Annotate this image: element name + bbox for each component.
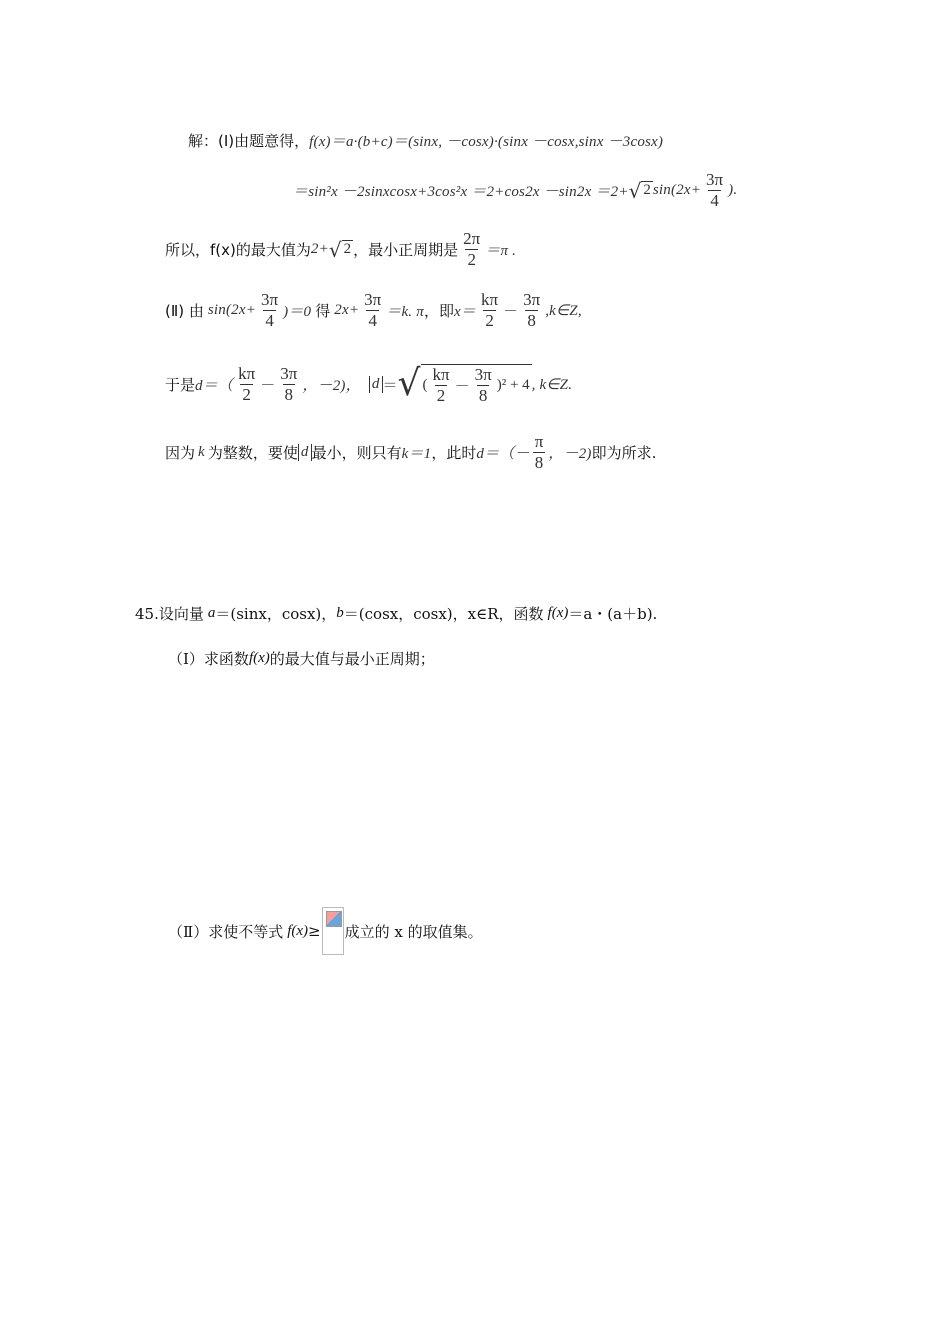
solution-line-5: [165, 360, 572, 408]
sqrt-2: √ 2: [628, 178, 651, 203]
max-value-text: 所以，f(x)的最大值为: [165, 241, 311, 259]
fraction-3pi-4-b: $\frac{3\pi}{4}$: [364, 290, 382, 330]
fraction-kpi-2-b: $\frac{k\pi}{2}$: [238, 363, 256, 404]
d-vector-close: ，－2)，: [302, 377, 361, 394]
minus-sign-b: －: [260, 377, 276, 394]
fraction-2pi-2: $\frac{2\pi}{2}$: [463, 229, 481, 269]
problem-part-2: [168, 907, 483, 955]
cishi-text: ，此时: [431, 444, 477, 462]
equals-sign: ＝: [382, 377, 398, 394]
solution-line-2: [293, 170, 737, 211]
solution-line-6: [165, 432, 656, 473]
vector-b: b: [336, 605, 344, 621]
paren-open: (: [422, 377, 428, 393]
abs-d: d: [369, 376, 383, 393]
conclusion-text: 即为所求.: [591, 444, 657, 462]
part1-label: （Ⅰ）求函数: [168, 650, 249, 668]
minus-sign-c: －: [454, 379, 470, 395]
solution-line-1: [188, 130, 663, 151]
problem-number: 45.设向量: [135, 605, 204, 623]
square-plus-four: )² + 4: [496, 377, 530, 393]
x-equals: x＝: [453, 304, 477, 320]
fraction-3pi-4-a: $\frac{3\pi}{4}$: [261, 290, 279, 330]
minimum-text: 最小，则只有: [311, 444, 402, 462]
part2-question: 成立的 x 的取值集。: [344, 922, 483, 941]
integer-text: 为整数，要使: [207, 444, 298, 462]
broken-image-icon: [322, 907, 344, 955]
two-x-expr: 2x+: [334, 302, 360, 318]
ge-sign: ≥: [308, 922, 321, 940]
k-in-z: ,k∈Z,: [545, 303, 582, 319]
vector-a-def: ＝(sinx，cosx)，: [215, 605, 337, 623]
part1-question: 的最大值与最小正周期；: [269, 650, 435, 668]
sqrt-expression: √ ( $\frac{k\pi}{2}$ － $\frac{3\pi}{8}$ )² + 4: [397, 363, 530, 405]
problem-45: [135, 603, 657, 624]
formula-f-expansion: f(x)＝a·(b+c)＝(sinx, －cosx)·(sinx －cosx,sinx －3cosx): [309, 134, 664, 150]
d-vector-open: d＝（: [195, 377, 234, 394]
function-f: f(x): [547, 605, 569, 621]
k-equals-1: k＝1: [401, 446, 432, 462]
fraction-3pi-8-b: $\frac{3\pi}{8}$: [280, 363, 298, 404]
vector-b-def: ＝(cosx，cosx)，x∈R，函数: [343, 605, 544, 623]
fraction-3pi-4: $\frac{3\pi}{4}$: [706, 170, 724, 210]
fraction-3pi-8: $\frac{3\pi}{8}$: [523, 290, 541, 330]
part2-function: f(x): [287, 922, 309, 939]
vector-a: a: [207, 605, 216, 621]
d-result-close: ，－2): [548, 446, 592, 462]
formula-simplification: ＝sin²x －2sinxcosx+3cos²x ＝2+cos2x －sin2x ＝2+: [293, 184, 629, 200]
de-text: 得: [315, 302, 331, 320]
solution-line-3: [165, 229, 516, 270]
solution-line-4: [165, 290, 582, 331]
fraction-kpi-2-c: $\frac{k\pi}{2}$: [432, 365, 450, 405]
formula-sin-part: sin(2x+: [652, 182, 702, 198]
max-value-expr: 2+: [310, 241, 329, 257]
period-text: ，最小正周期是: [353, 241, 459, 259]
part1-function: f(x): [248, 650, 270, 666]
abs-d-b: d: [298, 444, 312, 461]
fraction-pi-8: $\frac{\pi}{8}$: [534, 432, 544, 472]
d-result-open: d＝（－: [476, 446, 530, 462]
k-pi-expr: ＝k. π: [386, 304, 424, 320]
formula-close: ).: [728, 182, 738, 198]
yinwei-text: 因为: [165, 444, 196, 462]
solution-label: 解：(Ⅰ)由题意得，: [188, 132, 310, 150]
yushi-text: 于是: [165, 375, 196, 394]
equals-zero: )＝0: [283, 304, 312, 320]
k-in-z-b: , k∈Z.: [531, 376, 573, 393]
minus-sign: －: [503, 304, 519, 320]
fraction-kpi-2: $\frac{k\pi}{2}$: [481, 290, 499, 330]
sin-expr: sin(2x+: [207, 302, 257, 318]
part2-label: (Ⅱ) 由: [165, 302, 204, 320]
function-def: ＝a・(a＋b).: [568, 605, 658, 623]
ji-text: ，即: [423, 302, 454, 320]
period-value: ＝π .: [485, 243, 517, 259]
fraction-3pi-8-c: $\frac{3\pi}{8}$: [474, 365, 492, 405]
k-var: k: [198, 444, 205, 460]
part2-label-text: （Ⅱ）求使不等式: [168, 922, 284, 941]
sqrt-2-b: √ 2: [328, 237, 352, 262]
problem-part-1: [168, 648, 435, 669]
